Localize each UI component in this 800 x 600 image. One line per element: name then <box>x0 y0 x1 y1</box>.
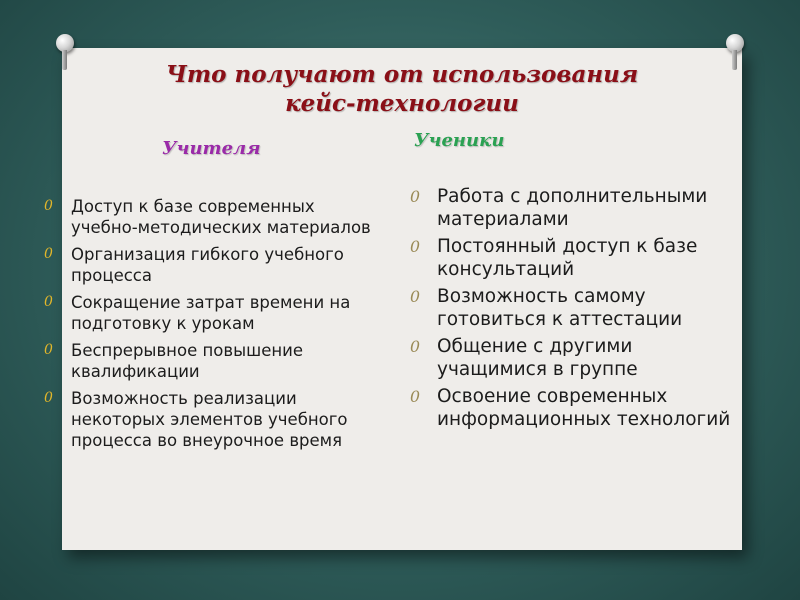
bullet-icon: 0 <box>44 294 53 310</box>
bullet-icon: 0 <box>410 287 421 306</box>
bullet-icon: 0 <box>410 187 421 206</box>
teachers-heading: Учителя <box>162 138 261 159</box>
list-item-text: Возможность самому готовиться к аттестации <box>437 286 683 330</box>
list-item-text: Организация гибкого учебного процесса <box>71 245 344 285</box>
bullet-icon: 0 <box>44 198 53 214</box>
bullet-icon: 0 <box>44 342 53 358</box>
list-item-text: Беспрерывное повышение квалификации <box>71 341 304 381</box>
list-item-text: Постоянный доступ к базе консультаций <box>437 236 698 280</box>
slide-title <box>62 60 742 118</box>
list-item <box>44 340 376 382</box>
pushpin-icon <box>56 34 74 52</box>
list-item-text: Освоение современных информационных технологий <box>437 386 731 430</box>
list-item <box>44 292 376 334</box>
title-line-2: кейс-технологии <box>285 90 519 117</box>
teachers-list <box>44 196 376 457</box>
list-item <box>44 196 376 238</box>
list-item-text: Доступ к базе современных учебно-методических материалов <box>71 197 371 237</box>
list-item <box>410 386 742 431</box>
bullet-icon: 0 <box>44 246 53 262</box>
list-item-text: Возможность реализации некоторых элементов учебного процесса во внеурочное время <box>71 389 348 450</box>
bullet-icon: 0 <box>410 237 421 256</box>
list-item <box>44 388 376 451</box>
list-item <box>410 336 742 381</box>
bullet-icon: 0 <box>410 337 421 356</box>
students-heading: Ученики <box>414 130 505 151</box>
list-item-text: Сокращение затрат времени на подготовку к урокам <box>71 293 351 333</box>
list-item <box>410 236 742 281</box>
students-list <box>410 186 742 436</box>
bullet-icon: 0 <box>44 390 53 406</box>
list-item <box>410 286 742 331</box>
list-item <box>410 186 742 231</box>
list-item-text: Работа с дополнительными материалами <box>437 186 708 230</box>
list-item-text: Общение с другими учащимися в группе <box>437 336 638 380</box>
title-line-1: Что получают от использования <box>165 61 639 88</box>
pushpin-icon <box>726 34 744 52</box>
bullet-icon: 0 <box>410 387 421 406</box>
list-item <box>44 244 376 286</box>
